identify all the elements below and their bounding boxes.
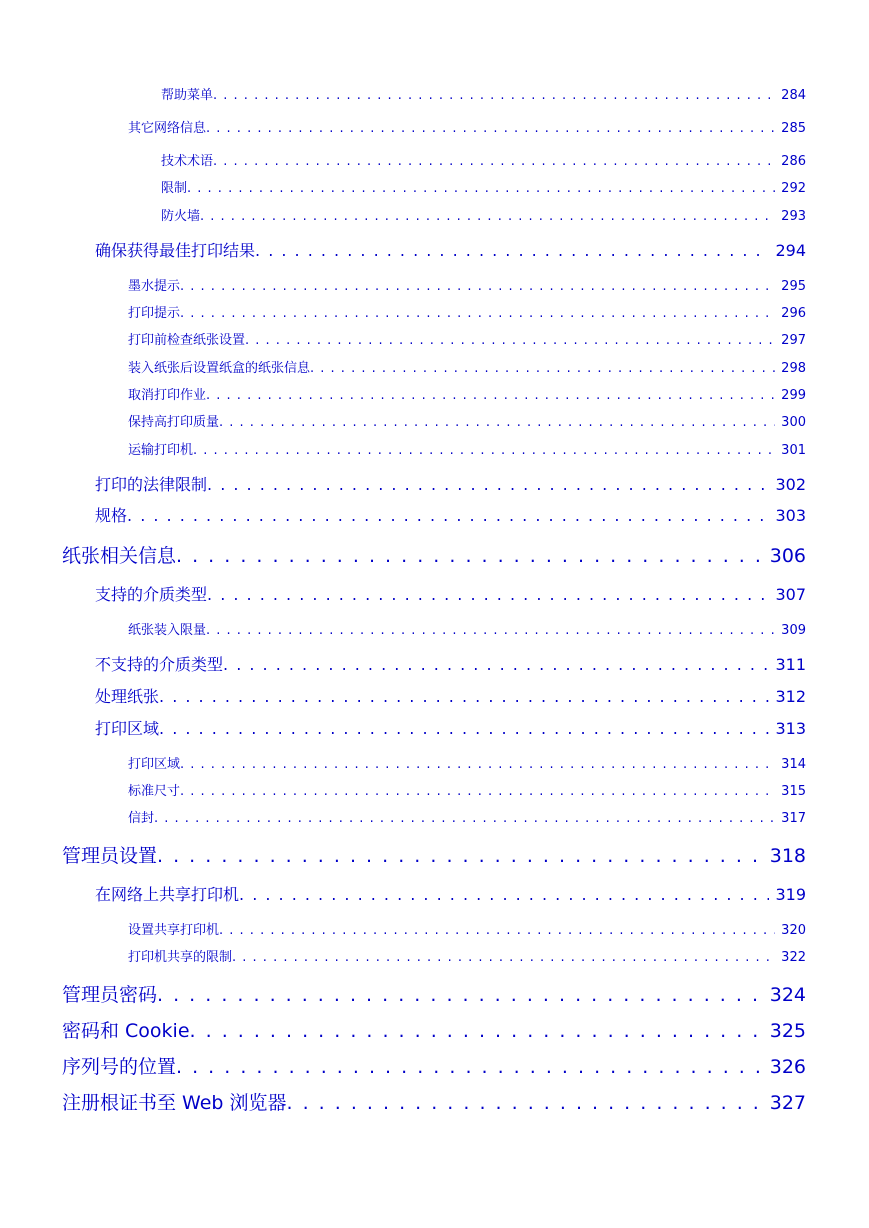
dot-leader (127, 506, 769, 525)
toc-entry[interactable] (95, 238, 806, 261)
toc-entry[interactable] (128, 780, 806, 799)
toc-entry-page: 312 (775, 687, 806, 706)
toc-entry[interactable] (62, 1088, 806, 1115)
dot-leader (219, 415, 775, 430)
toc-entry[interactable] (128, 329, 806, 348)
toc-entry[interactable] (128, 753, 806, 772)
toc-entry-page: 318 (769, 845, 806, 867)
toc-entry-title: 处理纸张 (95, 687, 160, 706)
toc-entry-title: 打印的法律限制 (95, 475, 208, 494)
toc-entry-title: 设置共享打印机 (128, 923, 220, 938)
dot-leader (190, 1020, 764, 1042)
toc-entry[interactable] (95, 716, 806, 739)
dot-leader (287, 1092, 764, 1114)
toc-entry[interactable] (95, 503, 806, 526)
dot-leader (200, 209, 775, 224)
toc-entry-title: 纸张相关信息 (62, 545, 177, 567)
toc-entry-page: 296 (781, 306, 806, 321)
toc-entry-title: 密码和 Cookie (62, 1020, 190, 1042)
dot-leader (176, 545, 764, 567)
toc-entry[interactable] (62, 541, 806, 568)
toc-entry[interactable] (95, 582, 806, 605)
dot-leader (245, 333, 775, 348)
dot-leader (207, 475, 769, 494)
toc-entry-page: 307 (775, 585, 806, 604)
toc-entry-title: 装入纸张后设置纸盒的纸张信息 (128, 361, 311, 376)
dot-leader (157, 845, 764, 867)
dot-leader (213, 88, 775, 103)
toc-entry-page: 286 (781, 154, 806, 169)
toc-entry-page: 284 (781, 88, 806, 103)
toc-entry-page: 325 (769, 1020, 806, 1042)
dot-leader (159, 719, 769, 738)
toc-entry-page: 309 (781, 623, 806, 638)
toc-entry-page: 313 (775, 719, 806, 738)
toc-entry-page: 315 (781, 784, 806, 799)
toc-entry-title: 保持高打印质量 (128, 415, 220, 430)
toc-entry-title: 确保获得最佳打印结果 (95, 241, 256, 260)
toc-entry[interactable] (161, 177, 806, 196)
toc-entry-page: 319 (775, 885, 806, 904)
toc-entry-page: 292 (781, 181, 806, 196)
dot-leader (239, 885, 769, 904)
dot-leader (154, 811, 775, 826)
toc-entry-title: 防火墙 (161, 209, 201, 224)
toc-entry-page: 299 (781, 388, 806, 403)
toc-entry-page: 301 (781, 443, 806, 458)
toc-entry[interactable] (128, 275, 806, 294)
toc-entry-title: 不支持的介质类型 (95, 655, 224, 674)
toc-entry[interactable] (161, 150, 806, 169)
dot-leader (213, 154, 775, 169)
toc-entry[interactable] (128, 384, 806, 403)
toc-entry[interactable] (128, 807, 806, 826)
toc-entry[interactable] (128, 357, 806, 376)
dot-leader (157, 984, 764, 1006)
toc-entry-title: 帮助菜单 (161, 88, 214, 103)
toc-entry-title: 信封 (128, 811, 155, 826)
toc-entry[interactable] (128, 919, 806, 938)
toc-entry-title: 打印区域 (95, 719, 160, 738)
dot-leader (223, 655, 769, 674)
toc-entry[interactable] (128, 439, 806, 458)
toc-entry-page: 303 (775, 506, 806, 525)
toc-entry[interactable] (128, 619, 806, 638)
dot-leader (193, 443, 775, 458)
toc-entry-title: 墨水提示 (128, 279, 181, 294)
dot-leader (206, 388, 775, 403)
toc-entry-title: 取消打印作业 (128, 388, 207, 403)
toc-entry-title: 管理员密码 (62, 984, 158, 1006)
dot-leader (180, 757, 775, 772)
dot-leader (180, 784, 775, 799)
dot-leader (206, 623, 775, 638)
toc-entry-title: 技术术语 (161, 154, 214, 169)
toc-entry-title: 标准尺寸 (128, 784, 181, 799)
toc-entry-page: 298 (781, 361, 806, 376)
toc-entry-title: 支持的介质类型 (95, 585, 208, 604)
toc-entry-page: 326 (769, 1056, 806, 1078)
toc-entry[interactable] (95, 652, 806, 675)
toc-entry[interactable] (95, 472, 806, 495)
toc-entry-page: 306 (769, 545, 806, 567)
dot-leader (207, 585, 769, 604)
toc-entry-page: 294 (775, 241, 806, 260)
toc-entry-title: 其它网络信息 (128, 121, 207, 136)
dot-leader (159, 687, 769, 706)
toc-entry-page: 295 (781, 279, 806, 294)
toc-entry[interactable] (95, 882, 806, 905)
toc-entry-page: 302 (775, 475, 806, 494)
toc-entry-page: 311 (775, 655, 806, 674)
toc-entry-page: 324 (769, 984, 806, 1006)
dot-leader (180, 306, 775, 321)
toc-entry-page: 317 (781, 811, 806, 826)
dot-leader (310, 361, 775, 376)
dot-leader (219, 923, 775, 938)
toc-entry[interactable] (95, 684, 806, 707)
toc-entry-title: 序列号的位置 (62, 1056, 177, 1078)
toc-entry[interactable] (128, 411, 806, 430)
toc-entry-title: 限制 (161, 181, 188, 196)
dot-leader (255, 241, 769, 260)
toc-entry-page: 314 (781, 757, 806, 772)
toc-entry-title: 管理员设置 (62, 845, 158, 867)
toc-entry[interactable] (128, 302, 806, 321)
toc-entry-title: 打印机共享的限制 (128, 950, 233, 965)
toc-entry-page: 300 (781, 415, 806, 430)
toc-entry-page: 327 (769, 1092, 806, 1114)
toc-entry-page: 293 (781, 209, 806, 224)
dot-leader (180, 279, 775, 294)
toc-entry[interactable] (161, 205, 806, 224)
toc-entry-title: 打印前检查纸张设置 (128, 333, 246, 348)
toc-entry-title: 规格 (95, 506, 128, 525)
dot-leader (187, 181, 775, 196)
dot-leader (176, 1056, 764, 1078)
toc-entry-page: 322 (781, 950, 806, 965)
dot-leader (232, 950, 775, 965)
toc-entry-title: 打印区域 (128, 757, 181, 772)
toc-entry-title: 纸张装入限量 (128, 623, 207, 638)
dot-leader (206, 121, 775, 136)
toc-entry[interactable] (62, 980, 806, 1007)
toc-entry-title: 注册根证书至 Web 浏览器 (62, 1092, 287, 1114)
toc-entry-title: 运输打印机 (128, 443, 194, 458)
toc-entry[interactable] (62, 841, 806, 868)
toc-entry[interactable] (62, 1016, 806, 1043)
toc-entry[interactable] (161, 84, 806, 103)
toc-entry-page: 297 (781, 333, 806, 348)
toc-entry-title: 打印提示 (128, 306, 181, 321)
toc-entry[interactable] (128, 117, 806, 136)
toc-entry-page: 285 (781, 121, 806, 136)
toc-entry-title: 在网络上共享打印机 (95, 885, 240, 904)
toc-entry[interactable] (62, 1052, 806, 1079)
toc-entry[interactable] (128, 946, 806, 965)
toc-entry-page: 320 (781, 923, 806, 938)
